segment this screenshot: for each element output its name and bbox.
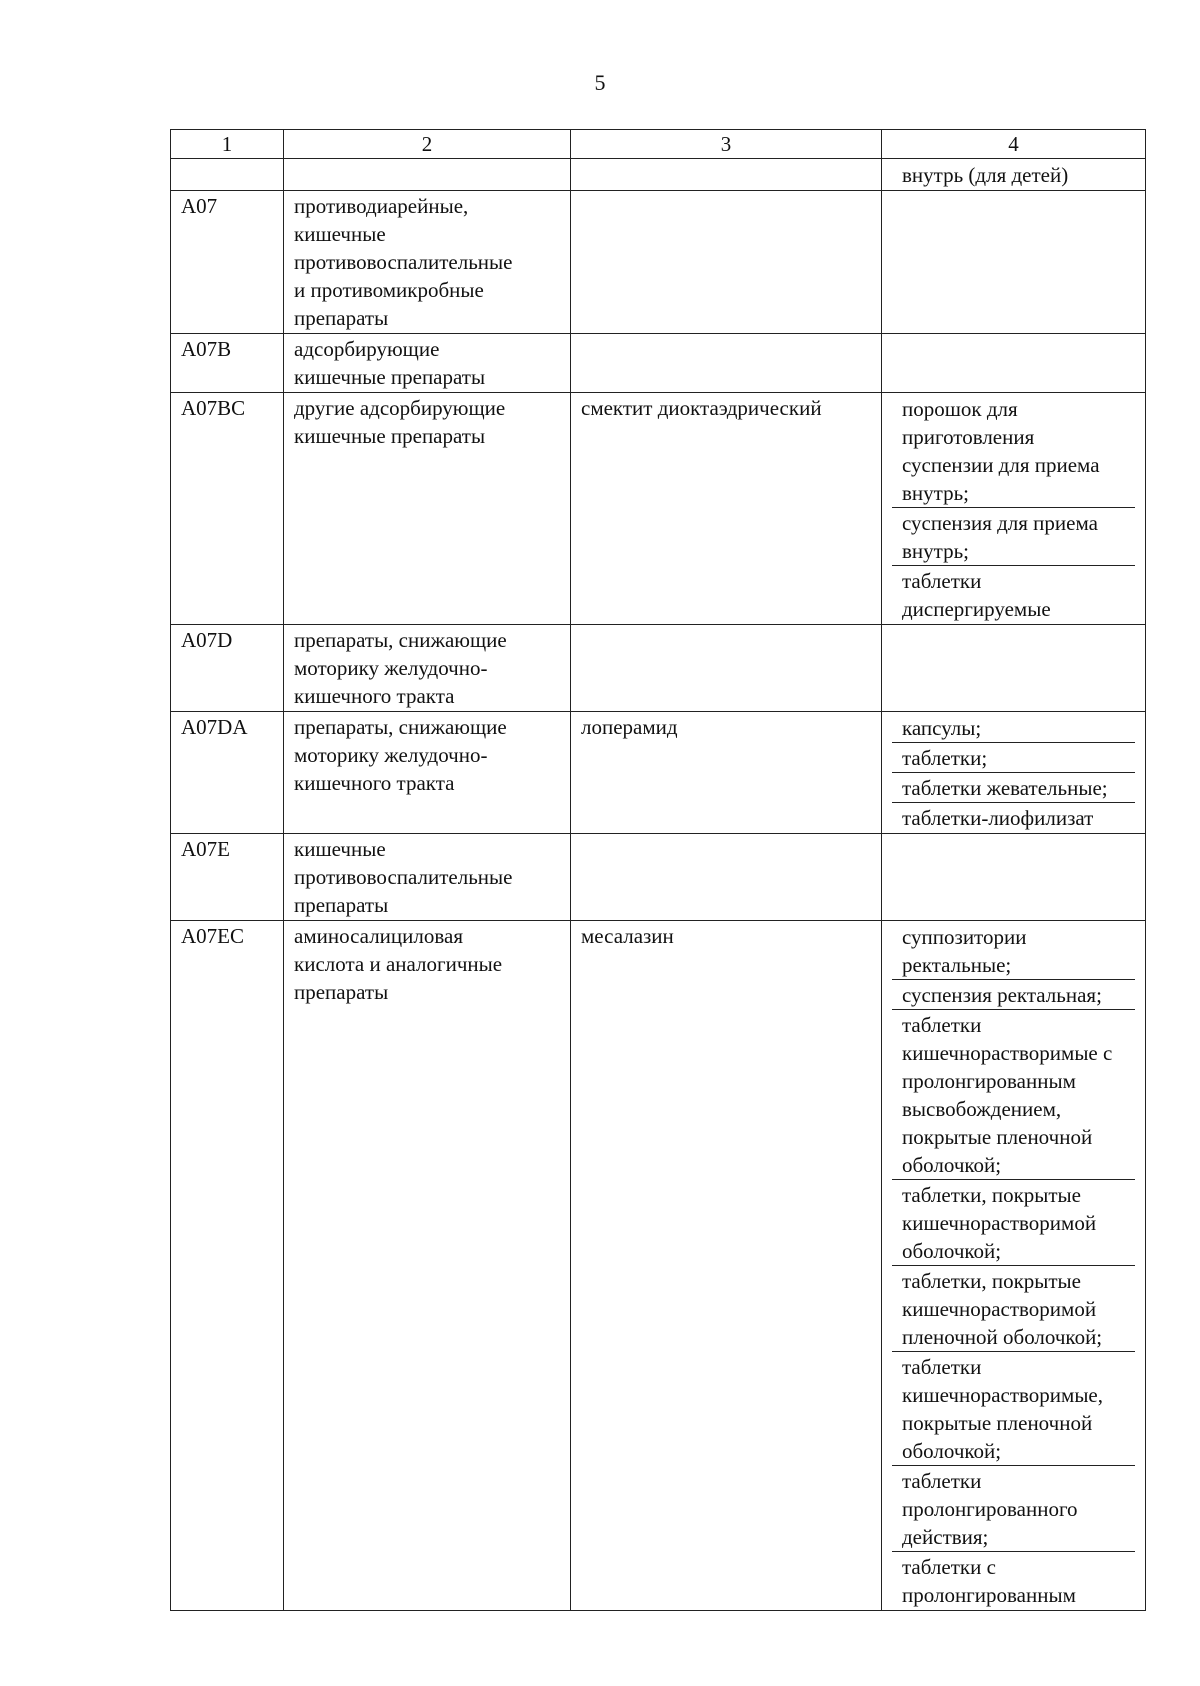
- group-name-cell: препараты, снижающие моторику желудочно- кишечного тракта: [284, 625, 571, 712]
- header-row: [171, 130, 1146, 159]
- dosage-forms-cell: [882, 712, 1146, 834]
- substance-cell: [571, 625, 882, 712]
- group-name-cell: адсорбирующие кишечные препараты: [284, 334, 571, 393]
- drug-table: [170, 129, 1146, 1611]
- dosage-form-item: суспензия для приема внутрь;: [892, 508, 1135, 566]
- page-number: 5: [594, 70, 606, 95]
- dosage-form-item: таблетки;: [892, 743, 1135, 773]
- dosage-forms-cell: [882, 625, 1146, 712]
- table-row: [171, 921, 1146, 1611]
- header-col-2: 2: [284, 130, 571, 159]
- atc-code-cell: A07D: [171, 625, 284, 712]
- table-row: [171, 334, 1146, 393]
- dosage-forms-cell: [882, 191, 1146, 334]
- substance-cell: месалазин: [571, 921, 882, 1611]
- group-name-cell: другие адсорбирующие кишечные препараты: [284, 393, 571, 625]
- dosage-form-item: таблетки пролонгированного действия;: [892, 1466, 1135, 1552]
- dosage-form-item: таблетки диспергируемые: [902, 569, 1051, 621]
- dosage-form-item: суспензия ректальная;: [892, 980, 1135, 1010]
- dosage-form-item: порошок для приготовления суспензии для приема внутрь;: [892, 394, 1135, 508]
- table-body: [171, 159, 1146, 1611]
- dosage-form-item: суппозитории ректальные;: [892, 922, 1135, 980]
- header-col-4: 4: [882, 130, 1146, 159]
- substance-cell: [571, 834, 882, 921]
- dosage-form-item: внутрь (для детей): [902, 163, 1069, 187]
- atc-code-cell: A07: [171, 191, 284, 334]
- dosage-form-item: таблетки-лиофилизат: [902, 806, 1094, 830]
- dosage-form-item: таблетки жевательные;: [892, 773, 1135, 803]
- table-row: [171, 159, 1146, 191]
- table-row: [171, 625, 1146, 712]
- dosage-form-item: таблетки кишечнорастворимые с пролонгированным высвобождением, покрытые пленочной оболочкой;: [892, 1010, 1135, 1180]
- dosage-form-item: таблетки, покрытые кишечнорастворимой пленочной оболочкой;: [892, 1266, 1135, 1352]
- substance-cell: [571, 334, 882, 393]
- group-name-cell: противодиарейные, кишечные противовоспалительные и противомикробные препараты: [284, 191, 571, 334]
- header-col-3: 3: [571, 130, 882, 159]
- group-name-cell: кишечные противовоспалительные препараты: [284, 834, 571, 921]
- atc-code-cell: A07E: [171, 834, 284, 921]
- atc-code-cell: A07BC: [171, 393, 284, 625]
- atc-code-cell: A07DA: [171, 712, 284, 834]
- dosage-form-item: таблетки, покрытые кишечнорастворимой оболочкой;: [892, 1180, 1135, 1266]
- substance-cell: [571, 191, 882, 334]
- table-row: [171, 712, 1146, 834]
- atc-code-cell: A07B: [171, 334, 284, 393]
- dosage-forms-cell: [882, 393, 1146, 625]
- dosage-forms-cell: [882, 921, 1146, 1611]
- substance-cell: [571, 159, 882, 191]
- table-row: [171, 393, 1146, 625]
- atc-code-cell: A07EC: [171, 921, 284, 1611]
- header-col-1: 1: [171, 130, 284, 159]
- group-name-cell: [284, 159, 571, 191]
- dosage-form-item: капсулы;: [892, 713, 1135, 743]
- table-row: [171, 834, 1146, 921]
- substance-cell: лоперамид: [571, 712, 882, 834]
- group-name-cell: аминосалициловая кислота и аналогичные препараты: [284, 921, 571, 1611]
- atc-code-cell: [171, 159, 284, 191]
- substance-cell: смектит диоктаэдрический: [571, 393, 882, 625]
- dosage-forms-cell: [882, 834, 1146, 921]
- dosage-forms-cell: [882, 334, 1146, 393]
- dosage-form-item: таблетки с пролонгированным: [902, 1555, 1076, 1607]
- table-row: [171, 191, 1146, 334]
- dosage-form-item: таблетки кишечнорастворимые, покрытые пленочной оболочкой;: [892, 1352, 1135, 1466]
- group-name-cell: препараты, снижающие моторику желудочно- кишечного тракта: [284, 712, 571, 834]
- dosage-forms-cell: [882, 159, 1146, 191]
